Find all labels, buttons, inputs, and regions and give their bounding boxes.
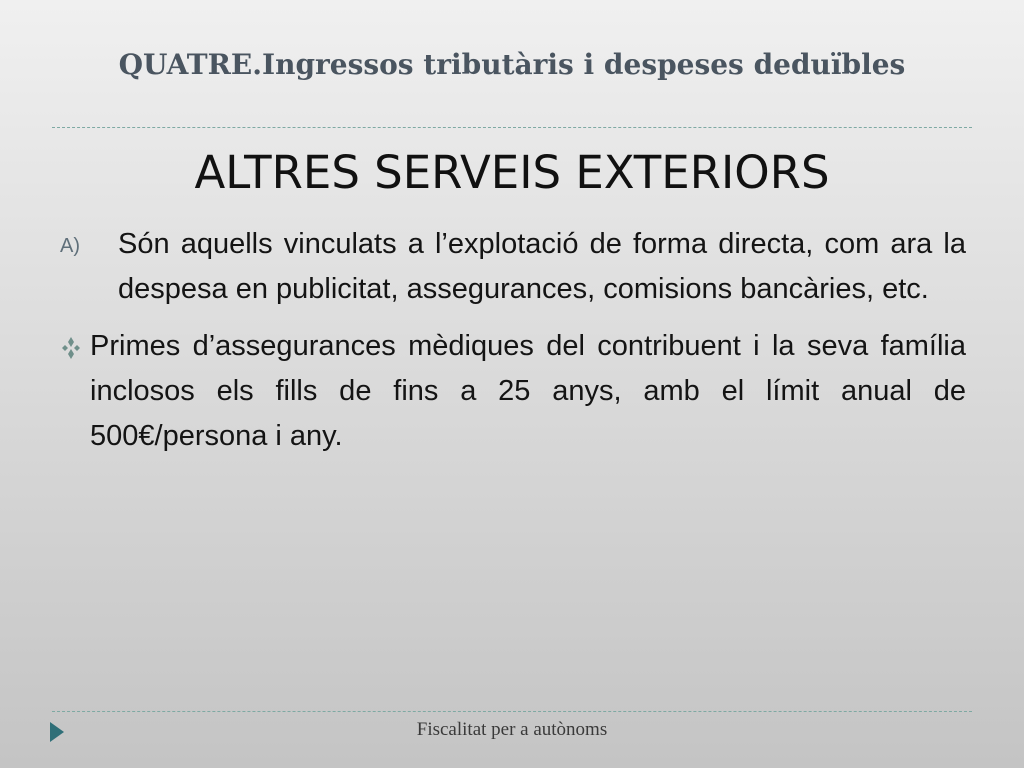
slide-content [60,222,966,459]
section-title: ALTRES SERVEIS EXTERIORS [194,146,830,199]
slide-header-title: QUATRE.Ingressos tributàris i despeses deduïbles [118,48,906,81]
diamond-bullet-icon [60,324,86,369]
header-divider [52,127,972,128]
list-item [60,324,966,459]
footer-text: Fiscalitat per a autònoms [416,719,608,740]
list-item-text: Primes d’assegurances mèdiques del contribuent i la seva família inclosos els fills de fins a 25 anys, amb el límit anual de 500€/persona i any. [90,330,966,452]
list-item [60,222,966,312]
list-item-text: Són aquells vinculats a l’explotació de forma directa, com ara la despesa en publicitat, assegurances, comisions bancàries, etc. [118,228,966,305]
footer-divider [52,711,972,712]
list-marker-a: A) [60,235,80,257]
